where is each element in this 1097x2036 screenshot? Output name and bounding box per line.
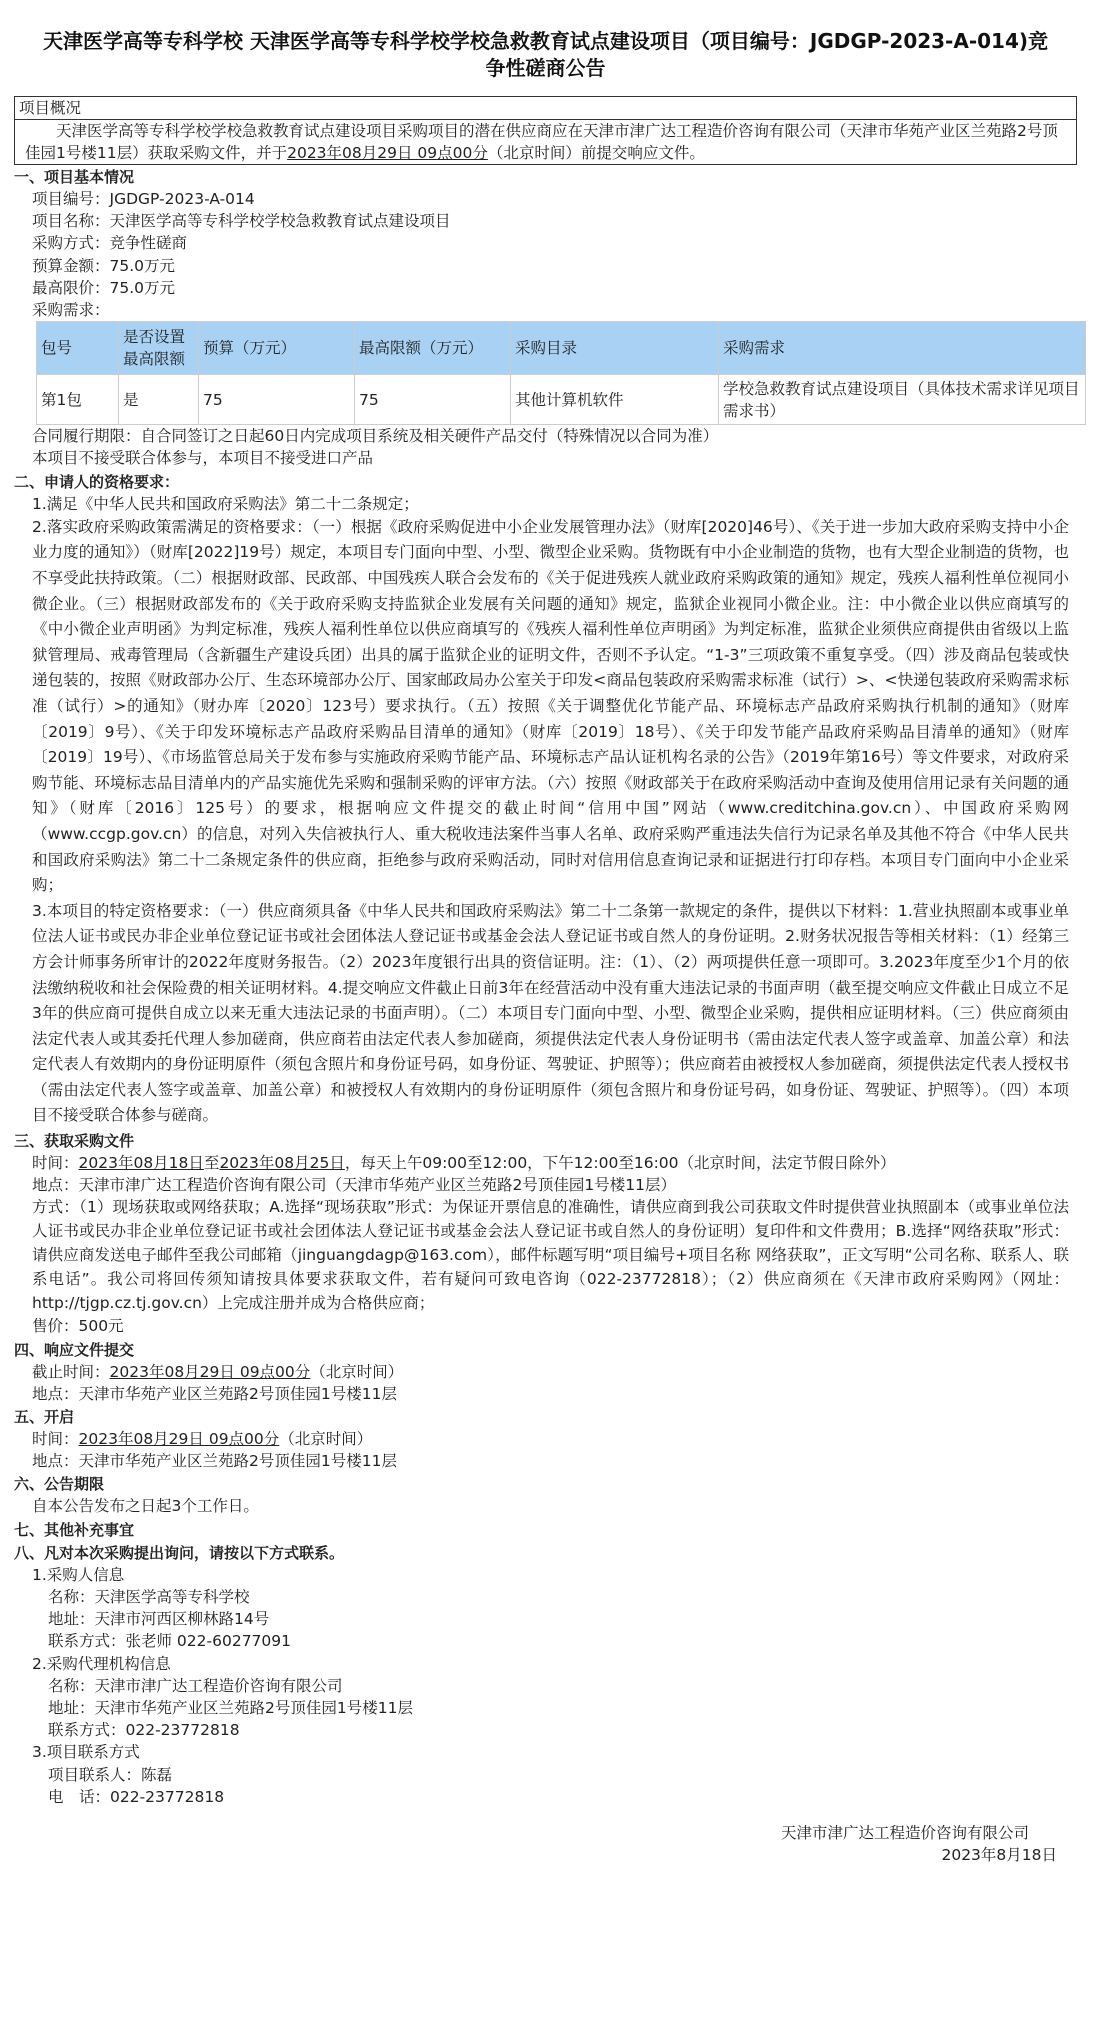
signature-company: 天津市津广达工程造价咨询有限公司 [780, 1823, 1029, 1842]
table-header-cell: 采购需求 [719, 322, 1086, 375]
procurement-demand-table [36, 321, 1086, 425]
purchaser-label: 1.采购人信息 [32, 1565, 125, 1584]
consortium-note: 本项目不接受联合体参与，本项目不接受进口产品 [32, 449, 374, 468]
table-header-cell: 最高限额（万元） [355, 322, 511, 375]
overview-deadline: 2023年08月29日 09点00分 [287, 144, 488, 162]
section-heading-contact: 八、凡对本次采购提出询问，请按以下方式联系。 [14, 1543, 345, 1562]
table-header-cell: 是否设置最高限额 [119, 322, 199, 375]
procurement-method: 采购方式：竞争性磋商 [32, 234, 188, 253]
qualification-item-1: 1.满足《中华人民共和国政府采购法》第二十二条规定； [32, 494, 419, 513]
agency-contact: 联系方式：022-23772818 [48, 1721, 240, 1740]
announcement-period: 自本公告发布之日起3个工作日。 [32, 1497, 259, 1516]
purchaser-contact: 联系方式：张老师 022-60277091 [48, 1632, 291, 1651]
submission-location: 地点：天津市华苑产业区兰苑路2号顶佳园1号楼11层 [32, 1384, 397, 1403]
submission-deadline-label: 截止时间： [32, 1362, 110, 1381]
document-price: 售价：500元 [32, 1317, 124, 1336]
submission-deadline-suffix: （北京时间） [310, 1362, 404, 1381]
table-header-cell: 采购目录 [511, 322, 719, 375]
overview-text-part2: （北京时间）前提交响应文件。 [487, 144, 705, 162]
agency-label: 2.采购代理机构信息 [32, 1654, 171, 1673]
opening-location: 地点：天津市华苑产业区兰苑路2号顶佳园1号楼11层 [32, 1452, 397, 1471]
agency-name: 名称：天津市津广达工程造价咨询有限公司 [48, 1676, 343, 1695]
project-overview-box [14, 96, 1077, 165]
project-contact-person: 项目联系人：陈磊 [48, 1765, 173, 1784]
section-heading-announcement-period: 六、公告期限 [14, 1475, 105, 1494]
project-contact-label: 3.项目联系方式 [32, 1743, 140, 1762]
purchaser-address: 地址：天津市河西区柳林路14号 [48, 1610, 270, 1629]
submission-deadline [14, 1361, 1077, 1383]
project-number: 项目编号：JGDGP-2023-A-014 [32, 190, 255, 208]
table-cell: 第1包 [37, 375, 119, 425]
table-header-cell: 预算（万元） [199, 322, 355, 375]
table-header-cell: 包号 [37, 322, 119, 375]
max-price: 最高限价：75.0万元 [32, 278, 176, 297]
purchaser-name: 名称：天津医学高等专科学校 [48, 1587, 250, 1606]
obtain-time-suffix: ，每天上午09:00至12:00，下午12:00至16:00（北京时间，法定节假日除外） [344, 1154, 896, 1173]
obtain-time-end: 2023年08月25日 [219, 1154, 345, 1173]
signature-date: 2023年8月18日 [941, 1846, 1057, 1865]
demand-label: 采购需求： [32, 301, 110, 320]
budget-amount: 预算金额：75.0万元 [32, 256, 176, 275]
obtain-time-start: 2023年08月18日 [78, 1154, 204, 1173]
obtain-time [14, 1152, 1077, 1174]
overview-label: 项目概况 [15, 97, 1076, 120]
section-heading-obtain-documents: 三、获取采购文件 [14, 1132, 135, 1151]
table-cell: 75 [199, 375, 355, 425]
opening-time-suffix: （北京时间） [279, 1430, 373, 1449]
signature-block [14, 1822, 1077, 1867]
contract-period: 合同履行期限：自合同签订之日起60日内完成项目系统及相关硬件产品交付（特殊情况以合同为准） [32, 427, 719, 446]
overview-text-part1: 天津医学高等专科学校学校急救教育试点建设项目采购项目的潜在供应商应在天津市津广达工程造价咨询有限公司（天津市华苑产业区兰苑路2号顶佳园1号楼11层）获取采购文件，并于 [25, 122, 1058, 162]
obtain-location: 地点：天津市津广达工程造价咨询有限公司（天津市华苑产业区兰苑路2号顶佳园1号楼11层） [32, 1176, 676, 1195]
obtain-time-to: 至 [203, 1154, 220, 1173]
overview-text [21, 120, 1070, 164]
table-header-row [37, 322, 1086, 375]
opening-time-value: 2023年08月29日 09点00分 [78, 1430, 280, 1449]
table-cell: 其他计算机软件 [511, 375, 719, 425]
opening-time [14, 1428, 1077, 1450]
obtain-time-label: 时间： [32, 1154, 79, 1173]
section-heading-opening: 五、开启 [14, 1408, 75, 1427]
qualification-item-3: 3.本项目的特定资格要求：（一）供应商须具备《中华人民共和国政府采购法》第二十二条第一款规定的条件，提供以下材料：1.营业执照副本或事业单位法人证书或民办非企业单位登记证书或社会团体法人登记证书或基金会法人登记证书或自然人的身份证明。2.财务状况报告等相关材料：（1）经第三方会计师事务所审计的2022年度财务报告。（2）2023年度银行出具的资信证明。注：（1）、（2）两项提供任意一项即可。3.2023年度至少1个月的依法缴纳税收和社会保险费的相关证明材料。4.提交响应文件截止日前3年在经营活动中没有重大违法记录的书面声明（截至提交响应文件截止日成立不足3年的供应商可提供自成立以来无重大违法记录的书面声明）。（二）本项目专门面向中型、小型、微型企业采购，提供相应证明材料。（三）供应商须由法定代表人或其委托代理人参加磋商，供应商若由法定代表人参加磋商，须提供法定代表人身份证明书（需由法定代表人签字或盖章、加盖公章）和法定代表人有效期内的身份证明原件（须包含照片和身份证号码，如身份证、驾驶证、护照等）；供应商若由被授权人参加磋商，须提供法定代表人授权书（需由法定代表人签字或盖章、加盖公章）和被授权人有效期内的身份证明原件（须包含照片和身份证号码，如身份证、驾驶证、护照等）。（四）本项目不接受联合体参与磋商。 [32, 901, 1069, 1125]
opening-time-label: 时间： [32, 1430, 79, 1449]
table-cell: 是 [119, 375, 199, 425]
submission-deadline-value: 2023年08月29日 09点00分 [109, 1362, 311, 1381]
table-cell: 75 [355, 375, 511, 425]
section-heading-qualification: 二、申请人的资格要求： [14, 472, 180, 491]
section-heading-other-matters: 七、其他补充事宜 [14, 1520, 135, 1539]
project-name: 项目名称：天津医学高等专科学校学校急救教育试点建设项目 [32, 212, 451, 231]
obtain-manner: 方式：（1）现场获取或网络获取；A.选择“现场获取”形式：为保证开票信息的准确性，请供应商到我公司获取文件时提供营业执照副本（或事业单位法人证书或民办非企业单位登记证书或社会团体法人登记证书或基金会法人登记证书或自然人的身份证明）复印件和文件费用；B.选择“网络获取”形式：请供应商发送电子邮件至我公司邮箱（jinguangdagp@163.com），邮件标题写明“项目编号+项目名称 网络获取”，正文写明“公司名称、联系人、联系电话”。我公司将回传须知请按具体要求获取文件，若有疑问可致电咨询（022-23772818）；（2）供应商须在《天津市政府采购网》（网址：http://tjgp.cz.tj.gov.cn）上完成注册并成为合格供应商； [32, 1198, 1069, 1312]
table-row [37, 375, 1086, 425]
page-title: 天津医学高等专科学校 天津医学高等专科学校学校急救教育试点建设项目（项目编号：JGDGP-2023-A-014)竞争性磋商公告 [42, 29, 1049, 80]
table-cell: 学校急救教育试点建设项目（具体技术需求详见项目需求书） [719, 375, 1086, 425]
section-heading-submission: 四、响应文件提交 [14, 1340, 135, 1359]
project-contact-phone: 电 话：022-23772818 [48, 1787, 225, 1806]
section-heading-basic-info: 一、项目基本情况 [14, 168, 135, 186]
agency-address: 地址：天津市华苑产业区兰苑路2号顶佳园1号楼11层 [48, 1698, 413, 1717]
qualification-item-2: 2.落实政府采购政策需满足的资格要求：（一）根据《政府采购促进中小企业发展管理办法》（财库[2020]46号）、《关于进一步加大政府采购支持中小企业力度的通知》）（财库[2022]19号）规定，本项目专门面向中型、小型、微型企业采购。货物既有中小企业制造的货物，也有大型企业制造的货物，也不享受此扶持政策。（二）根据财政部、民政部、中国残疾人联合会发布的《关于促进残疾人就业政府采购政策的通知》规定，残疾人福利性单位视同小微企业。（三）根据财政部发布的《关于政府采购支持监狱企业发展有关问题的通知》规定，监狱企业视同小微企业。注：中小微企业以供应商填写的《中小微企业声明函》为判定标准，残疾人福利性单位以供应商填写的《残疾人福利性单位声明函》为判定标准，监狱企业须供应商提供由省级以上监狱管理局、戒毒管理局（含新疆生产建设兵团）出具的属于监狱企业的证明文件，否则不予认定。“1-3”三项政策不重复享受。（四）涉及商品包装或快递包装的，按照《财政部办公厅、生态环境部办公厅、国家邮政局办公室关于印发<商品包装政府采购需求标准（试行）>、<快递包装政府采购需求标准（试行）>的通知》（财办库〔2020〕123号）要求执行。（五）按照《关于调整优化节能产品、环境标志产品政府采购执行机制的通知》（财库〔2019〕9号）、《关于印发环境标志产品政府采购品目清单的通知》（财库〔2019〕18号）、《关于印发节能产品政府采购品目清单的通知》（财库〔2019〕19号）、《市场监管总局关于发布参与实施政府采购节能产品、环境标志产品认证机构名录的公告》（2019年第16号）等文件要求，对政府采购节能、环境标志品目清单内的产品实施优先采购和强制采购的评审方法。（六）按照《财政部关于在政府采购活动中查询及使用信用记录有关问题的通知》（财库〔2016〕125号）的要求，根据响应文件提交的截止时间“信用中国”网站（www.creditchina.gov.cn）、中国政府采购网（www.ccgp.gov.cn）的信息，对列入失信被执行人、重大税收违法案件当事人名单、政府采购严重违法失信行为记录名单及其他不符合《中华人民共和国政府采购法》第二十二条规定条件的供应商，拒绝参与政府采购活动，同时对信用信息查询记录和证据进行打印存档。本项目专门面向中小企业采购； [32, 517, 1069, 895]
